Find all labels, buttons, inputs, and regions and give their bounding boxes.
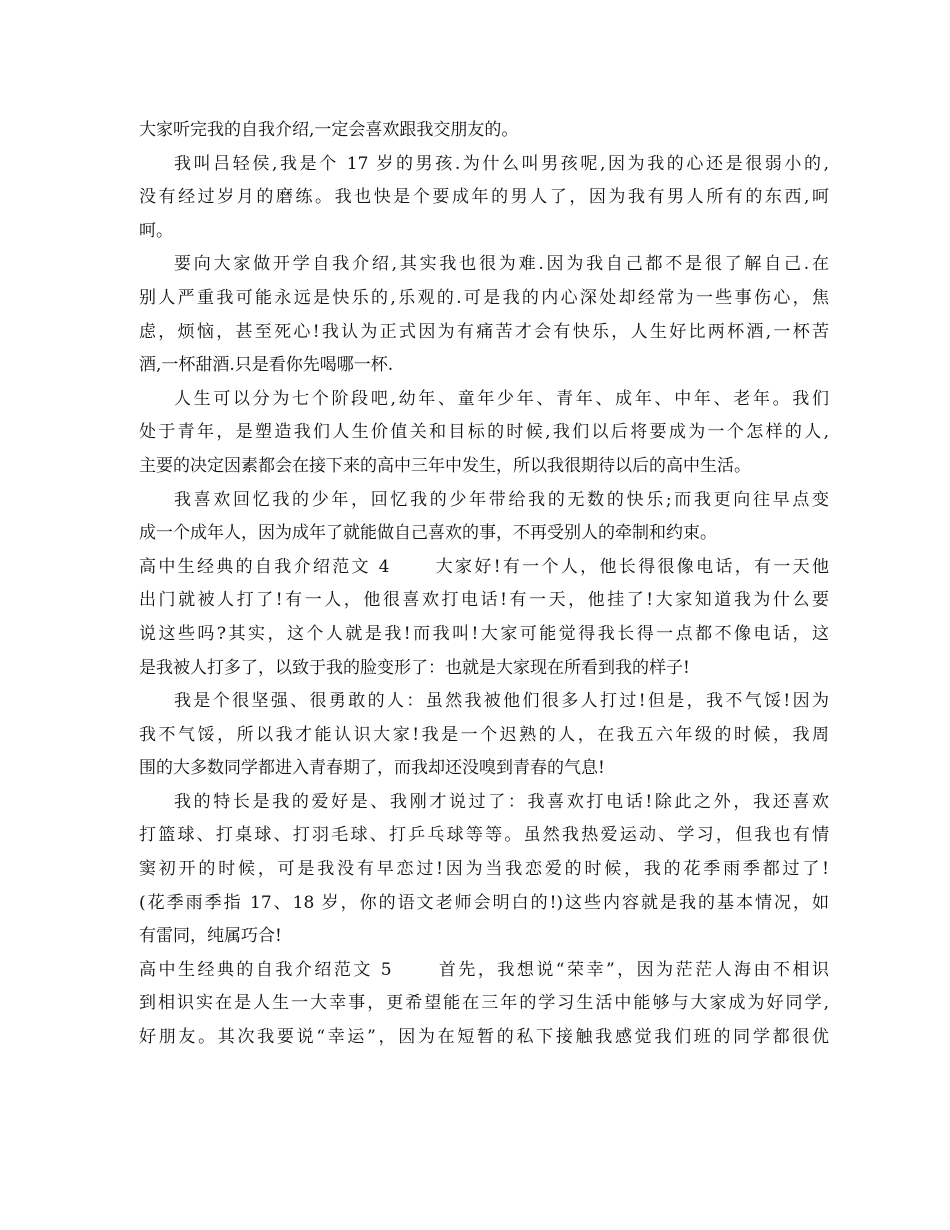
- text-line: 是我被人打多了，以致于我的脸变形了：也就是大家现在所看到我的样子!: [139, 657, 690, 678]
- text-line: 大家听完我的自我介绍,一定会喜欢跟我交朋友的。: [139, 120, 519, 140]
- body-text: [139, 114, 829, 1055]
- section-heading-line: 高中生经典的自我介绍范文 4 大家好!有一个人，他长得很像电话，有一天他: [139, 556, 829, 577]
- text-line: 说这些吗?其实，这个人就是我!而我叫!大家可能觉得我长得一点都不像电话，这: [139, 623, 829, 644]
- text-line: 别人严重我可能永远是快乐的,乐观的.可是我的内心深处却经常为一些事伤心，焦: [139, 287, 829, 308]
- text-line: 我不气馁，所以我才能认识大家!我是一个迟熟的人，在我五六年级的时候，我周: [139, 724, 829, 745]
- text-line: 没有经过岁月的磨练。我也快是个要成年的男人了，因为我有男人所有的东西,呵: [139, 187, 829, 208]
- text-line: 呵。: [139, 220, 173, 241]
- section-heading-line: 高中生经典的自我介绍范文 5 首先，我想说“荣幸”，因为茫茫人海由不相识: [139, 959, 829, 980]
- text-line: 要向大家做开学自我介绍,其实我也很为难.因为我自己都不是很了解自己.在: [174, 254, 829, 275]
- text-line: 我叫吕轻侯,我是个 17 岁的男孩.为什么叫男孩呢,因为我的心还是很弱小的,: [174, 153, 829, 174]
- text-line: 人生可以分为七个阶段吧,幼年、童年少年、青年、成年、中年、老年。我们: [174, 388, 829, 409]
- text-line: 处于青年，是塑造我们人生价值关和目标的时候,我们以后将要成为一个怎样的人,: [139, 422, 829, 443]
- text-line: 有雷同，纯属巧合!: [139, 926, 282, 947]
- text-line: 打篮球、打桌球、打羽毛球、打乒乓球等等。虽然我热爱运动、学习，但我也有情: [139, 825, 829, 846]
- text-line: 好朋友。其次我要说“幸运”，因为在短暂的私下接触我感觉我们班的同学都很优: [139, 1027, 829, 1048]
- text-line: 到相识实在是人生一大幸事，更希望能在三年的学习生活中能够与大家成为好同学,: [139, 993, 829, 1014]
- text-line: 成一个成年人，因为成年了就能做自己喜欢的事，不再受别人的牵制和约束。: [139, 523, 717, 544]
- text-line: 我喜欢回忆我的少年，回忆我的少年带给我的无数的快乐;而我更向往早点变: [174, 489, 829, 510]
- text-line: 主要的决定因素都会在接下来的高中三年中发生，所以我很期待以后的高中生活。: [139, 455, 751, 476]
- text-line: 出门就被人打了!有一人，他很喜欢打电话!有一天，他挂了!大家知道我为什么要: [139, 590, 829, 611]
- text-line: 我是个很坚强、很勇敢的人：虽然我被他们很多人打过!但是，我不气馁!因为: [174, 691, 829, 712]
- text-line: 围的大多数同学都进入青春期了，而我却还没嗅到青春的气息!: [139, 758, 605, 779]
- text-line: 窦初开的时候，可是我没有早恋过!因为当我恋爱的时候，我的花季雨季都过了!: [139, 859, 829, 880]
- text-line: (花季雨季指 17、18 岁，你的语文老师会明白的!)这些内容就是我的基本情况，如: [139, 892, 829, 913]
- text-line: 我的特长是我的爱好是、我刚才说过了：我喜欢打电话!除此之外，我还喜欢: [174, 791, 829, 812]
- text-line: 虑，烦恼，甚至死心!我认为正式因为有痛苦才会有快乐，人生好比两杯酒,一杯苦: [139, 321, 829, 342]
- text-line: 酒,一杯甜酒.只是看你先喝哪一杯.: [139, 355, 394, 376]
